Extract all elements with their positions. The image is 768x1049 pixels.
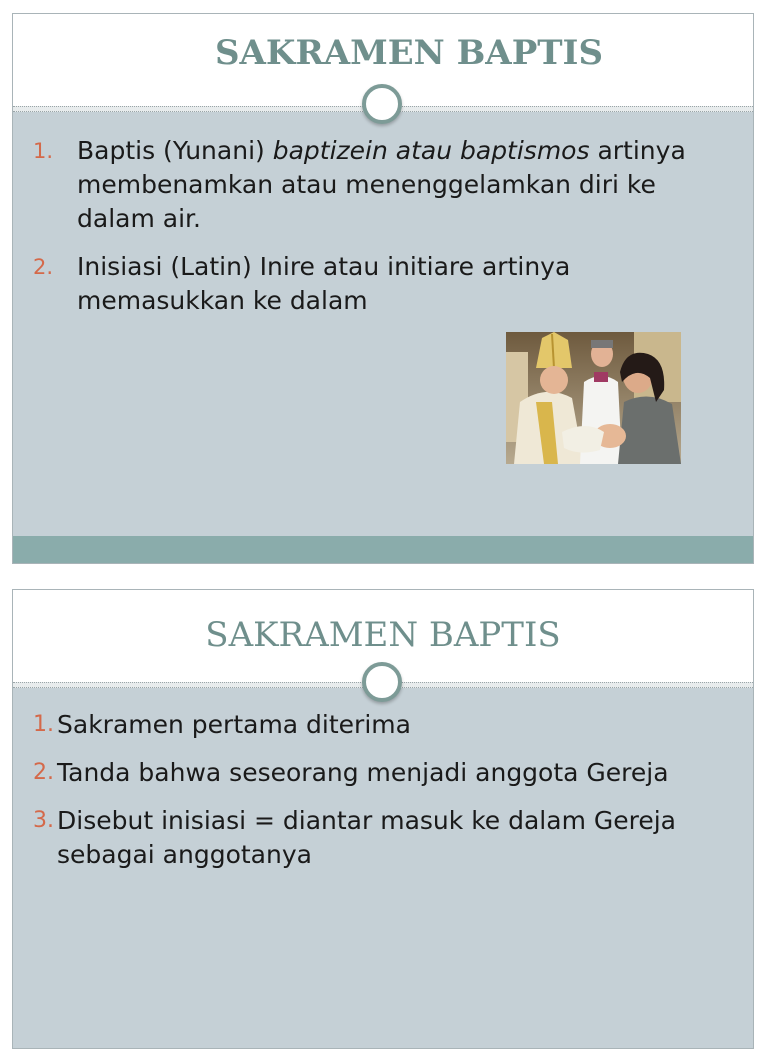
item-text: Tanda bahwa seseorang menjadi anggota Gereja bbox=[57, 758, 669, 787]
baptism-photo-illustration bbox=[506, 332, 681, 464]
list-item bbox=[33, 708, 733, 742]
footer-band bbox=[13, 536, 753, 563]
item-text: Inisiasi (Latin) Inire atau initiare artinya memasukkan ke dalam bbox=[77, 252, 571, 315]
slide-1 bbox=[12, 13, 754, 564]
item-number: 2. bbox=[33, 760, 54, 785]
list-item bbox=[33, 134, 723, 236]
item-number: 1. bbox=[33, 712, 54, 737]
item-text: artinya membenamkan atau menenggelamkan diri ke dalam air. bbox=[77, 136, 686, 233]
list-item bbox=[33, 250, 723, 318]
baptism-photo bbox=[506, 332, 681, 464]
item-number: 1. bbox=[33, 139, 54, 163]
item-number: 3. bbox=[33, 808, 54, 833]
item-text-italic: baptizein atau baptismos bbox=[272, 136, 590, 165]
item-text: Sakramen pertama diterima bbox=[57, 710, 411, 739]
ring-ornament-icon bbox=[362, 662, 402, 702]
slide-title: SAKRAMEN BAPTIS bbox=[205, 615, 561, 655]
slide-title: SAKRAMEN BAPTIS bbox=[214, 33, 604, 73]
bullet-list bbox=[33, 134, 723, 332]
list-item bbox=[33, 804, 733, 872]
ring-ornament-icon bbox=[362, 84, 402, 124]
list-item bbox=[33, 756, 733, 790]
item-number: 2. bbox=[33, 255, 54, 279]
bullet-list bbox=[33, 708, 733, 886]
item-text: Disebut inisiasi = diantar masuk ke dalam Gereja sebagai anggotanya bbox=[57, 806, 676, 869]
slide-2 bbox=[12, 589, 754, 1049]
item-text: Baptis (Yunani) bbox=[77, 136, 273, 165]
